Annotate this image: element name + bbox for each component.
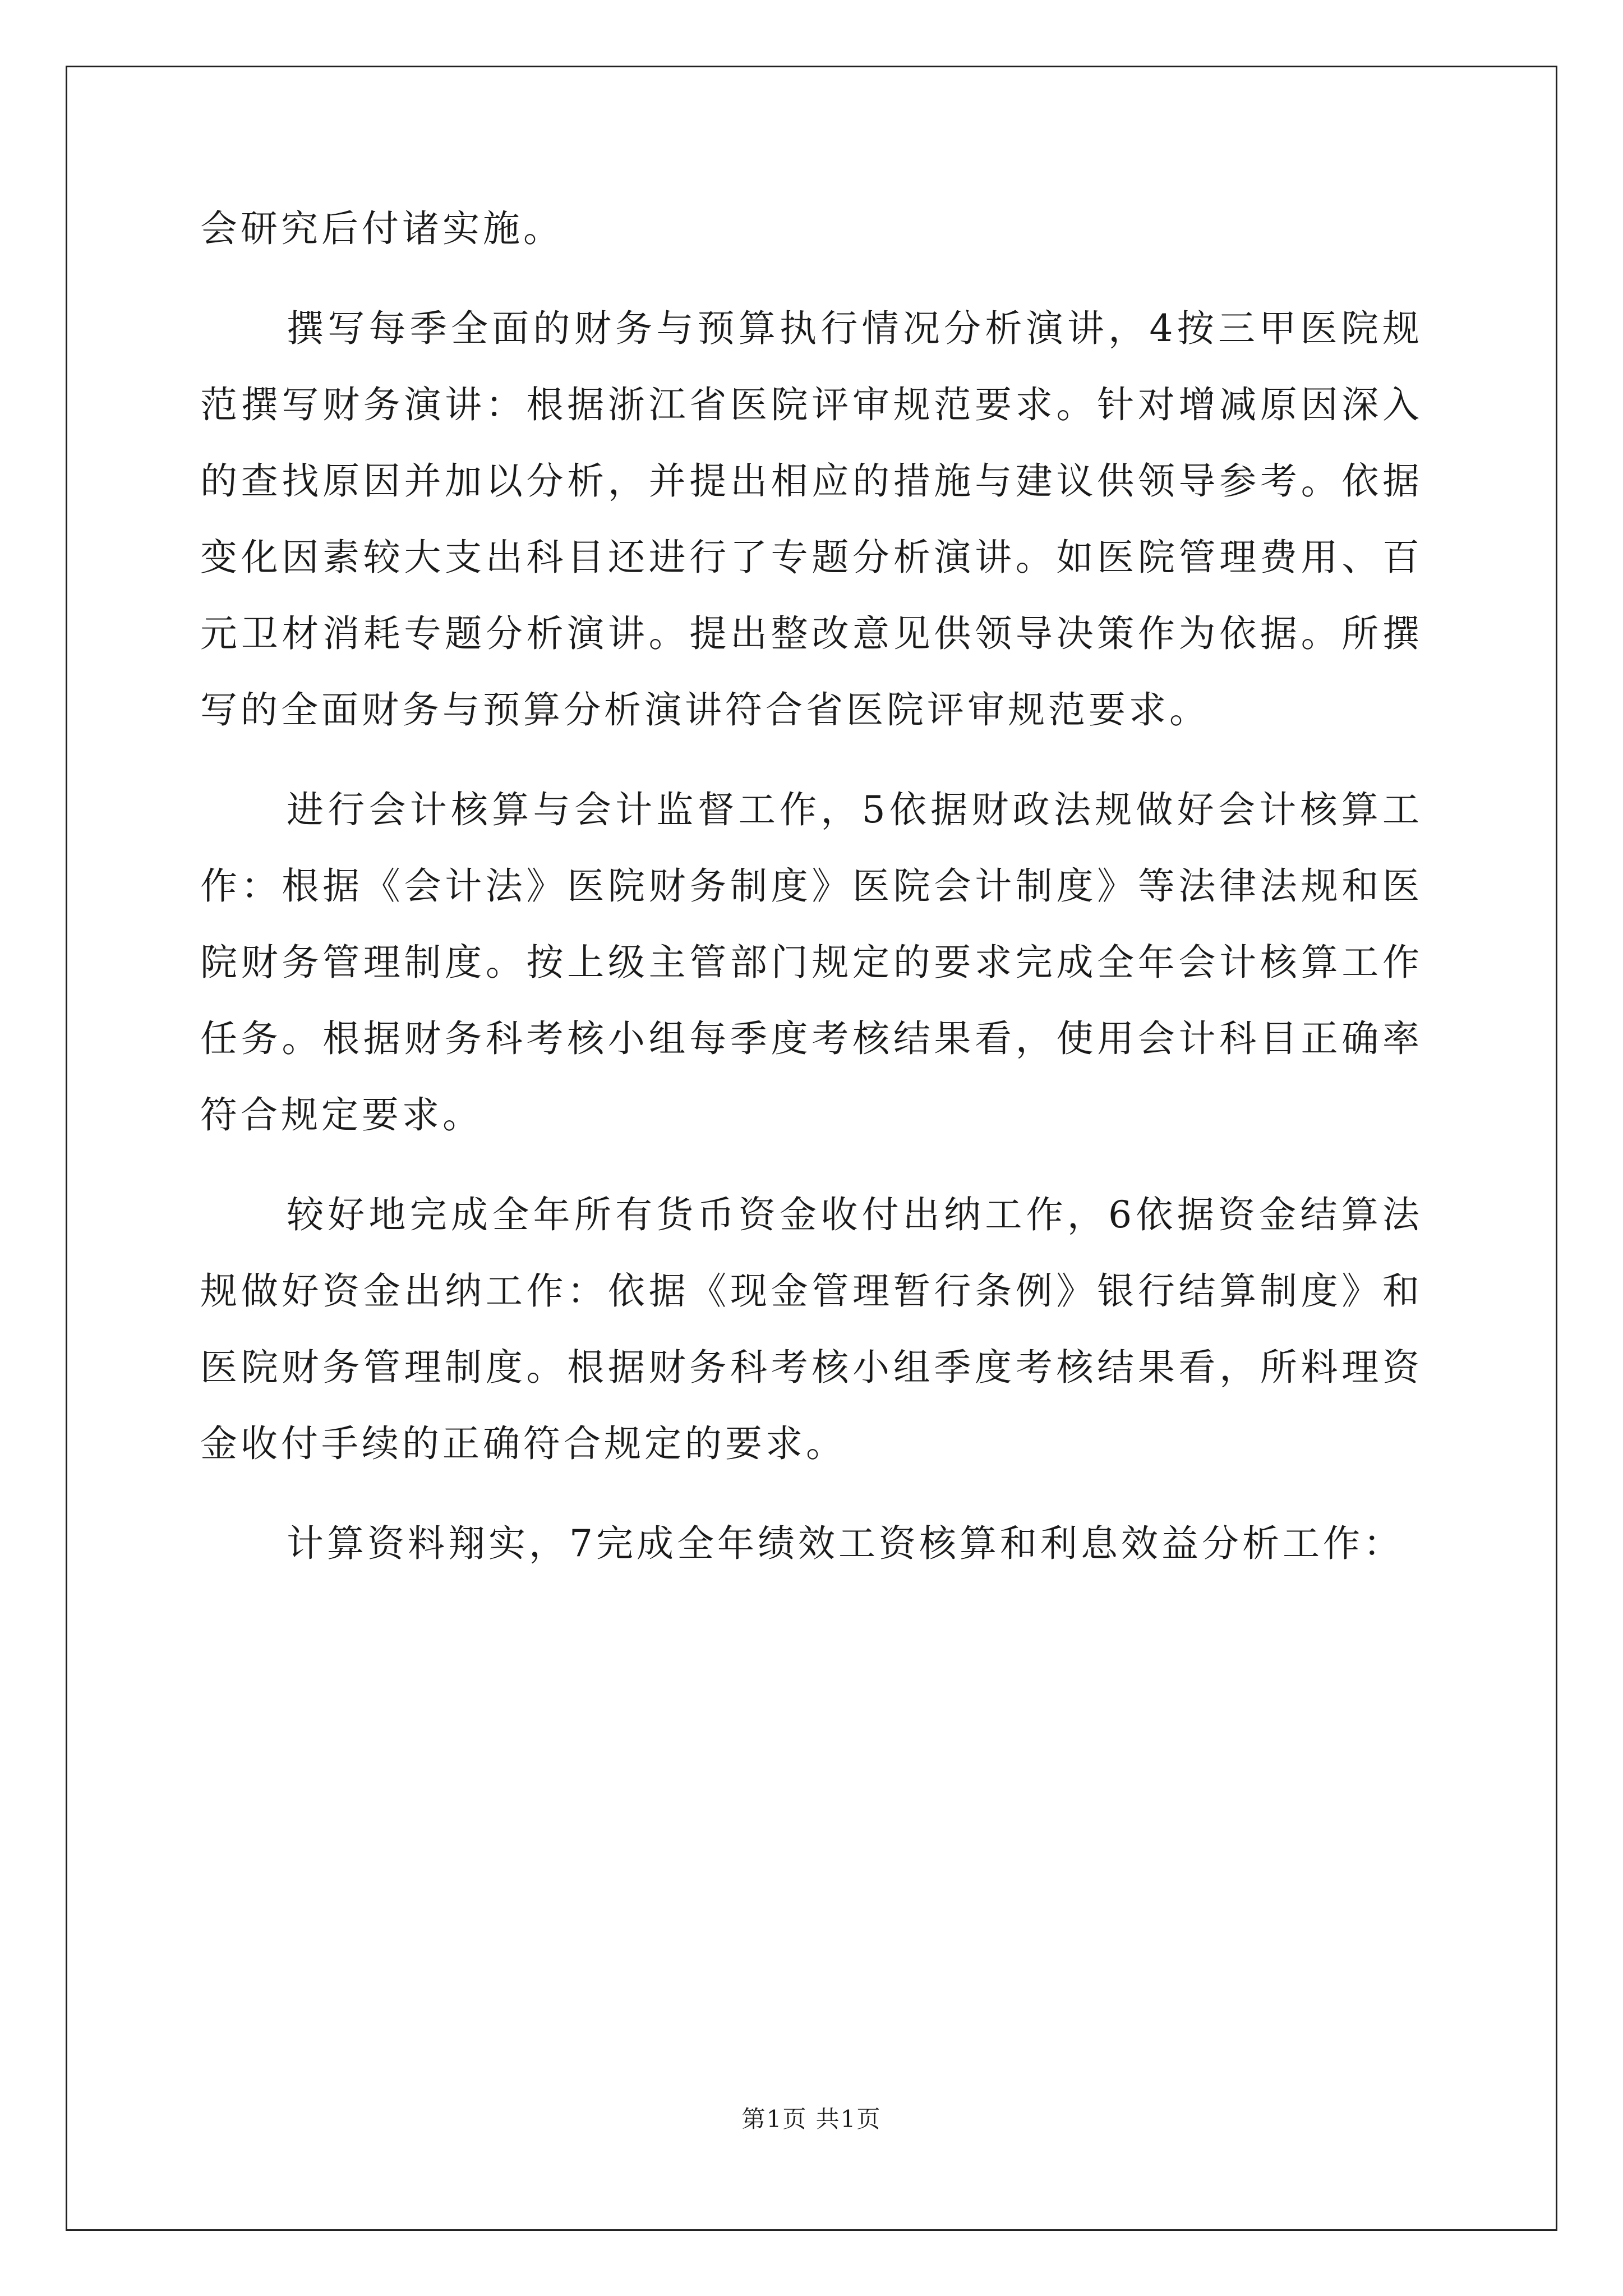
- paragraph-performance-pay: 计算资料翔实，7完成全年绩效工资核算和利息效益分析工作：: [287, 1522, 1404, 1565]
- paragraph-financial-report: 撰写每季全面的财务与预算执行情况分析演讲，4按三甲医院规范撰写财务演讲：根据浙江省医院评审规范要求。针对增减原因深入的查找原因并加以分析，并提出相应的措施与建议供领导参考。依据变化因素较大支出科目还进行了专题分析演讲。如医院管理费用、百元卫材消耗专题分析演讲。提出整改意见供领导决策作为依据。所撰写的全面财务与预算分析演讲符合省医院评审规范要求。: [200, 307, 1423, 731]
- paragraph-cashier: 较好地完成全年所有货币资金收付出纳工作，6依据资金结算法规做好资金出纳工作：依据《现金管理暂行条例》银行结算制度》和医院财务管理制度。根据财务科考核小组季度考核结果看，所料理资金收付手续的正确符合规定的要求。: [200, 1193, 1423, 1465]
- page-number-footer: 第1页 共1页: [741, 2105, 882, 2133]
- paragraph-accounting: 进行会计核算与会计监督工作，5依据财政法规做好会计核算工作：根据《会计法》医院财务制度》医院会计制度》等法律法规和医院财务管理制度。按上级主管部门规定的要求完成全年会计核算工作任务。根据财务科考核小组每季度考核结果看，使用会计科目正确率符合规定要求。: [200, 788, 1423, 1137]
- paragraph-continuation: 会研究后付诸实施。: [200, 207, 564, 250]
- document-body: [200, 191, 1423, 1582]
